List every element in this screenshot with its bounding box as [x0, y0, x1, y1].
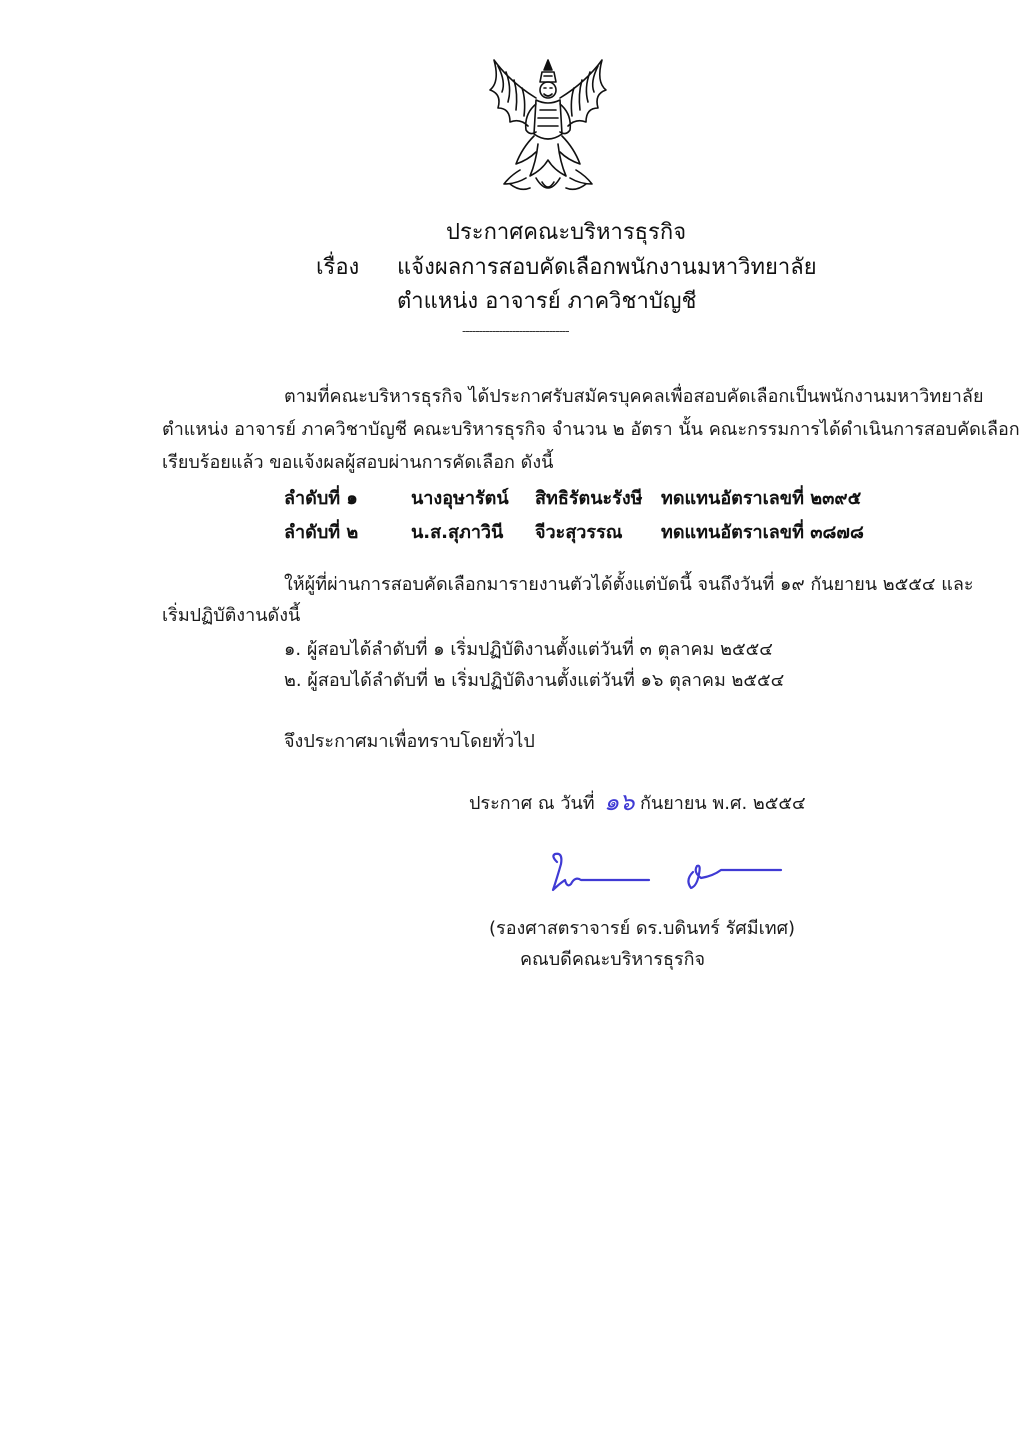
result-last-name: สิทธิรัตนะรังษี: [535, 488, 643, 509]
closing-statement: จึงประกาศมาเพื่อทราบโดยทั่วไป: [284, 731, 535, 752]
position-text: ตำแหน่ง อาจารย์ ภาควิชาบัญชี: [397, 289, 697, 314]
result-first-name: นางอุษารัตน์: [411, 488, 509, 509]
date-label: ประกาศ ณ วันที่: [469, 793, 595, 814]
subject-text: แจ้งผลการสอบคัดเลือกพนักงานมหาวิทยาลัย: [397, 255, 817, 280]
result-order: ลำดับที่ ๑: [284, 488, 358, 509]
result-replacement: ทดแทนอัตราเลขที่ ๒๓๙๕: [661, 488, 862, 509]
intro-line-3: เรียบร้อยแล้ว ขอแจ้งผลผู้สอบผ่านการคัดเลือก ดังนี้: [162, 452, 554, 473]
result-first-name: น.ส.สุภาวินี: [411, 522, 504, 543]
handwritten-signature: [545, 850, 790, 900]
instructions-step: ๒. ผู้สอบได้ลำดับที่ ๒ เริ่มปฏิบัติงานตั้งแต่วันที่ ๑๖ ตุลาคม ๒๕๕๔: [284, 670, 785, 691]
intro-line-2: ตำแหน่ง อาจารย์ ภาควิชาบัญชี คณะบริหารธุรกิจ จำนวน ๒ อัตรา นั้น คณะกรรมการได้ดำเนินการสอบคัดเลือก: [162, 419, 1020, 440]
result-replacement: ทดแทนอัตราเลขที่ ๓๘๗๘: [661, 522, 864, 543]
date-day-handwritten: ๑๖: [604, 788, 635, 816]
garuda-emblem-icon: [480, 52, 616, 202]
signer-name: (รองศาสตราจารย์ ดร.บดินทร์ รัศมีเทศ): [489, 918, 796, 939]
signer-position: คณบดีคณะบริหารธุรกิจ: [520, 949, 706, 970]
subject-label: เรื่อง: [316, 255, 360, 280]
result-last-name: จีวะสุวรรณ: [535, 522, 623, 543]
intro-line-1: ตามที่คณะบริหารธุรกิจ ได้ประกาศรับสมัครบุคคลเพื่อสอบคัดเลือกเป็นพนักงานมหาวิทยาลัย: [284, 386, 984, 407]
instructions-line-1: ให้ผู้ที่ผ่านการสอบคัดเลือกมารายงานตัวได้ตั้งแต่บัดนี้ จนถึงวันที่ ๑๙ กันยายน ๒๕๕๔ และ: [284, 574, 974, 595]
date-month-year: กันยายน พ.ศ. ๒๕๕๔: [640, 793, 806, 814]
instructions-step: ๑. ผู้สอบได้ลำดับที่ ๑ เริ่มปฏิบัติงานตั้งแต่วันที่ ๓ ตุลาคม ๒๕๕๔: [284, 639, 773, 660]
announcement-title: ประกาศคณะบริหารธุรกิจ: [446, 220, 687, 245]
result-order: ลำดับที่ ๒: [284, 522, 359, 543]
separator-line: --------------------------------: [462, 324, 569, 338]
instructions-line-2: เริ่มปฏิบัติงานดังนี้: [162, 605, 301, 626]
